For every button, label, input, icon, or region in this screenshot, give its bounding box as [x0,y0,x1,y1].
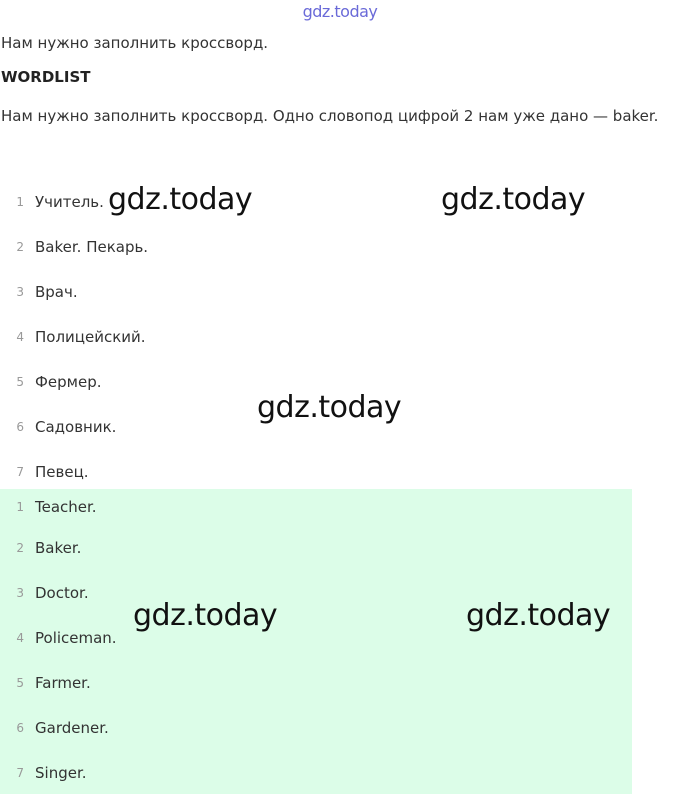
list-item-text: Baker. Пекарь. [35,237,149,256]
list-item-number: 5 [16,675,24,690]
list-item-number: 4 [16,329,24,344]
site-logo[interactable]: gdz.today [302,2,378,21]
list-item-text: Baker. [35,538,82,557]
list-item-number: 3 [16,585,24,600]
watermark: gdz.today [108,182,253,217]
list-item [0,269,680,314]
task-paragraph: Нам нужно заполнить кроссворд. Одно словопод цифрой 2 нам уже дано — baker. [1,107,659,125]
list-item-number: 1 [16,194,24,209]
list-item [0,750,632,795]
list-item-text: Певец. [35,462,89,481]
intro-text: Нам нужно заполнить кроссворд. [1,34,269,52]
watermark: gdz.today [466,598,611,633]
list-item-text: Фермер. [35,372,102,391]
english-answer-list [0,489,632,794]
list-item [0,705,632,750]
list-item-text: Учитель. [35,192,104,211]
list-item-text: Doctor. [35,583,89,602]
list-item-number: 4 [16,630,24,645]
list-item [0,660,632,705]
list-item-text: Singer. [35,763,87,782]
list-item-number: 6 [16,419,24,434]
list-item [0,314,680,359]
list-item-text: Врач. [35,282,78,301]
list-item-number: 3 [16,284,24,299]
list-item [0,449,680,494]
list-item-text: Полицейский. [35,327,146,346]
list-item-number: 2 [16,540,24,555]
list-item [0,525,632,570]
watermark: gdz.today [257,390,402,425]
list-item-text: Садовник. [35,417,117,436]
list-item-text: Gardener. [35,718,109,737]
list-item-text: Policeman. [35,628,117,647]
list-item-text: Farmer. [35,673,91,692]
list-item-number: 7 [16,464,24,479]
list-item [0,489,632,525]
list-item-number: 2 [16,239,24,254]
watermark: gdz.today [441,182,586,217]
list-item [0,224,680,269]
list-item-text: Teacher. [35,498,97,516]
list-item-number: 7 [16,765,24,780]
list-item-number: 6 [16,720,24,735]
section-title: WORDLIST [1,68,91,86]
list-item-number: 5 [16,374,24,389]
list-item-number: 1 [16,500,24,514]
watermark: gdz.today [133,598,278,633]
russian-word-list [0,179,680,494]
